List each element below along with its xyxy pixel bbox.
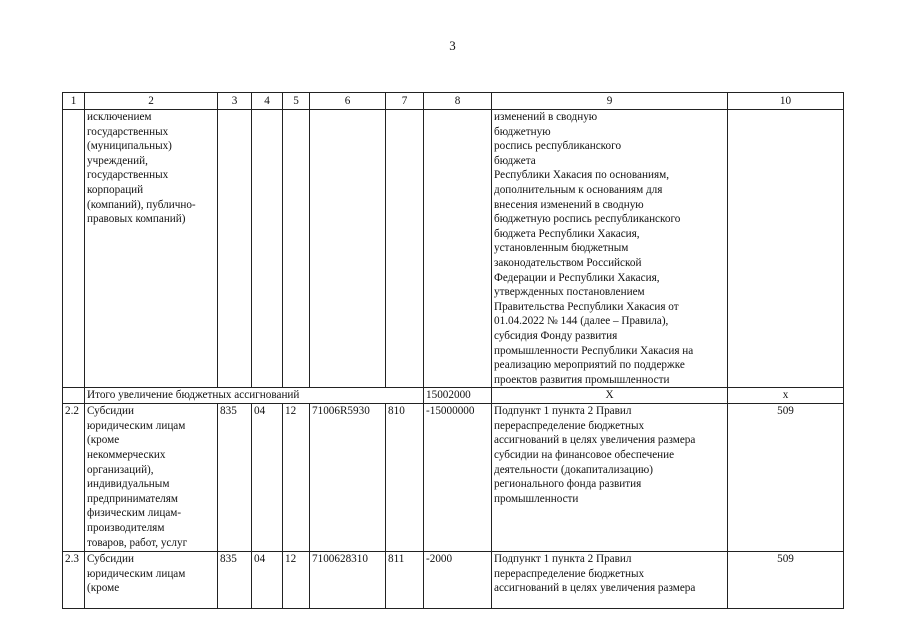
cell — [310, 110, 386, 388]
cell-col5: 12 — [283, 552, 310, 609]
row-number: 2.3 — [63, 552, 85, 609]
cell-col7: 810 — [386, 404, 424, 552]
total-amount: 15002000 — [424, 388, 492, 404]
total-basis: Х — [492, 388, 728, 404]
table-header-row — [63, 93, 844, 110]
cell-col4: 04 — [252, 404, 283, 552]
cell — [283, 110, 310, 388]
description-cell: Субсидии юридическим лицам (кроме некоммерческих организаций), индивидуальным предпринимателям физическим лицам- производителям товаров, работ, услуг — [85, 404, 218, 552]
header-cell: 3 — [218, 93, 252, 110]
basis-cell: изменений в сводную бюджетную роспись республиканского бюджета Республики Хакасия по основаниям, дополнительным к основаниям для внесения изменений в сводную бюджетную роспись республиканского бюджета Республики Хакасия, установленным бюджетным законодательством Российской Федерации и Республики Хакасия, утвержденных постановлением Правительства Республики Хакасия от 01.04.2022 № 144 (далее – Правила), субсидия Фонду развития промышленности Республики Хакасия на реализацию мероприятий по поддержке проектов развития промышленности — [492, 110, 728, 388]
header-cell: 10 — [728, 93, 844, 110]
cell-col10: 509 — [728, 552, 844, 609]
header-cell: 1 — [63, 93, 85, 110]
cell-col7: 811 — [386, 552, 424, 609]
cell — [218, 110, 252, 388]
table-row — [63, 404, 844, 552]
header-cell: 6 — [310, 93, 386, 110]
header-cell: 8 — [424, 93, 492, 110]
table-row-continuation — [63, 110, 844, 388]
cell-col3: 835 — [218, 404, 252, 552]
header-cell: 2 — [85, 93, 218, 110]
row-number-cell — [63, 110, 85, 388]
cell — [252, 110, 283, 388]
table-row — [63, 552, 844, 609]
header-cell: 4 — [252, 93, 283, 110]
cell — [386, 110, 424, 388]
row-number: 2.2 — [63, 404, 85, 552]
total-code: х — [728, 388, 844, 404]
cell-col6: 7100628310 — [310, 552, 386, 609]
total-label: Итого увеличение бюджетных ассигнований — [85, 388, 424, 404]
cell — [424, 110, 492, 388]
cell — [728, 110, 844, 388]
header-cell: 7 — [386, 93, 424, 110]
cell-col4: 04 — [252, 552, 283, 609]
budget-changes-table — [62, 92, 844, 609]
cell-col6: 71006R5930 — [310, 404, 386, 552]
cell-col5: 12 — [283, 404, 310, 552]
description-cell: исключением государственных (муниципальных) учреждений, государственных корпораций (компаний), публично- правовых компаний) — [85, 110, 218, 388]
header-cell: 5 — [283, 93, 310, 110]
amount-cell: -15000000 — [424, 404, 492, 552]
cell — [63, 388, 85, 404]
cell-col10: 509 — [728, 404, 844, 552]
description-cell: Субсидии юридическим лицам (кроме — [85, 552, 218, 609]
page-number: 3 — [449, 38, 456, 53]
basis-cell: Подпункт 1 пункта 2 Правил перераспределение бюджетных ассигнований в целях увеличения размера — [492, 552, 728, 609]
total-row — [63, 388, 844, 404]
header-cell: 9 — [492, 93, 728, 110]
cell-col3: 835 — [218, 552, 252, 609]
amount-cell: -2000 — [424, 552, 492, 609]
basis-cell: Подпункт 1 пункта 2 Правил перераспределение бюджетных ассигнований в целях увеличения размера субсидии на финансовое обеспечение деятельности (докапитализацию) регионального фонда развития промышленности — [492, 404, 728, 552]
